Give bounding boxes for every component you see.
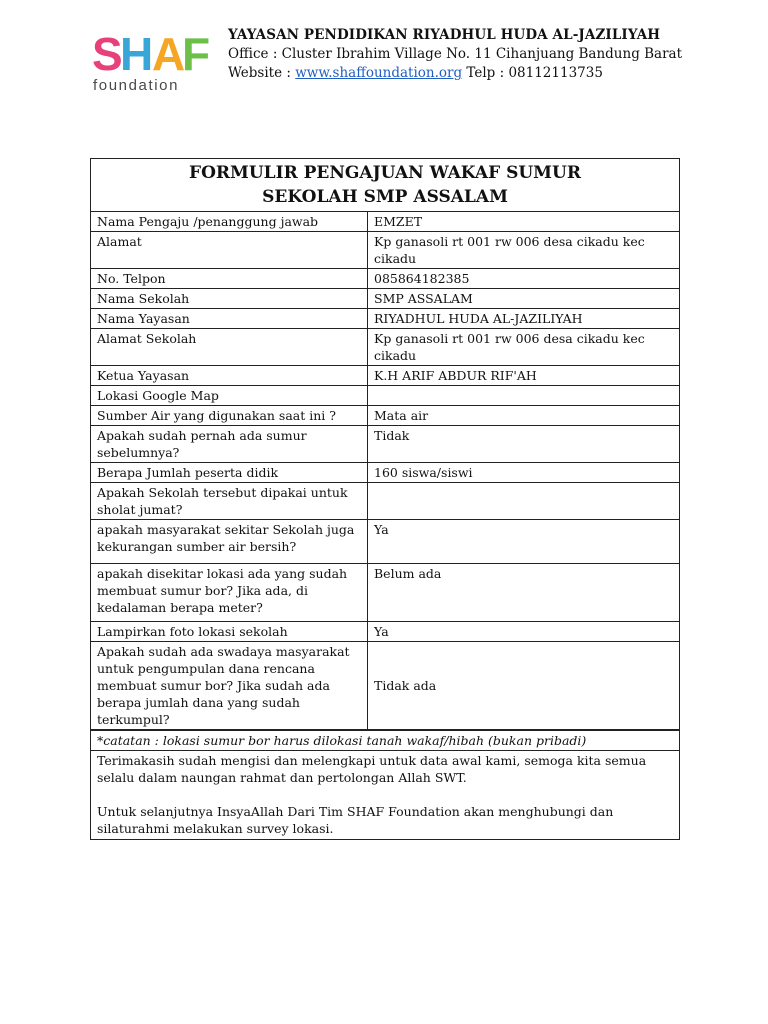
closing-paragraph-2: Untuk selanjutnya InsyaAllah Dari Tim SHAF Foundation akan menghubungi dan silaturahmi melakukan survey lokasi. xyxy=(97,804,614,836)
form-row xyxy=(91,232,679,269)
form-row xyxy=(91,426,679,463)
form-row xyxy=(91,269,679,289)
form-field-label: Apakah sudah ada swadaya masyarakat untuk pengumpulan dana rencana membuat sumur bor? Jika sudah ada berapa jumlah dana yang sudah terkumpul? xyxy=(91,642,368,730)
form-field-label: No. Telpon xyxy=(91,269,368,289)
form-field-label: Apakah sudah pernah ada sumur sebelumnya? xyxy=(91,426,368,463)
form-table xyxy=(91,212,679,730)
svg-text:foundation: foundation xyxy=(93,77,180,92)
form-field-value xyxy=(368,386,680,406)
form-field-value: RIYADHUL HUDA AL-JAZILIYAH xyxy=(368,309,680,329)
form-field-value: Tidak xyxy=(368,426,680,463)
svg-text:A: A xyxy=(152,28,186,80)
contact-line xyxy=(228,64,682,83)
shaf-foundation-logo xyxy=(90,26,215,92)
form-field-label: Lampirkan foto lokasi sekolah xyxy=(91,622,368,642)
form-title-line1: FORMULIR PENGAJUAN WAKAF SUMUR xyxy=(189,163,581,183)
form-field-value: SMP ASSALAM xyxy=(368,289,680,309)
form-row xyxy=(91,366,679,386)
form-row xyxy=(91,289,679,309)
form-row xyxy=(91,386,679,406)
svg-text:S: S xyxy=(92,28,123,80)
form-field-value: Kp ganasoli rt 001 rw 006 desa cikadu kec cikadu xyxy=(368,232,680,269)
form-field-value xyxy=(368,483,680,520)
svg-text:F: F xyxy=(182,28,211,80)
form-row xyxy=(91,309,679,329)
closing-message xyxy=(91,750,679,839)
form-field-value: Mata air xyxy=(368,406,680,426)
form-field-label: Lokasi Google Map xyxy=(91,386,368,406)
form-row xyxy=(91,406,679,426)
form-field-label: apakah masyarakat sekitar Sekolah juga kekurangan sumber air bersih? xyxy=(91,520,368,564)
letterhead-text xyxy=(228,26,682,83)
form-row xyxy=(91,622,679,642)
form-row xyxy=(91,564,679,622)
form-field-value: Kp ganasoli rt 001 rw 006 desa cikadu kec cikadu xyxy=(368,329,680,366)
form-row xyxy=(91,520,679,564)
form-field-value: EMZET xyxy=(368,212,680,232)
form-field-label: Nama Sekolah xyxy=(91,289,368,309)
svg-text:H: H xyxy=(120,28,154,80)
organization-name: YAYASAN PENDIDIKAN RIYADHUL HUDA AL-JAZILIYAH xyxy=(228,27,661,43)
form-field-label: apakah disekitar lokasi ada yang sudah membuat sumur bor? Jika ada, di kedalaman berapa meter? xyxy=(91,564,368,622)
form-field-value: Ya xyxy=(368,622,680,642)
form-note: *catatan : lokasi sumur bor harus dilokasi tanah wakaf/hibah (bukan pribadi) xyxy=(91,730,679,750)
form-field-value: Tidak ada xyxy=(368,642,680,730)
form-field-label: Nama Yayasan xyxy=(91,309,368,329)
wakaf-form xyxy=(90,158,680,840)
form-row xyxy=(91,642,679,730)
form-field-value: K.H ARIF ABDUR RIF'AH xyxy=(368,366,680,386)
form-row xyxy=(91,212,679,232)
form-row xyxy=(91,483,679,520)
form-row xyxy=(91,329,679,366)
form-field-label: Alamat xyxy=(91,232,368,269)
form-title-line2: SEKOLAH SMP ASSALAM xyxy=(262,187,508,207)
closing-paragraph-1: Terimakasih sudah mengisi dan melengkapi untuk data awal kami, semoga kita semua selalu dalam naungan rahmat dan pertolongan Allah SWT. xyxy=(97,753,647,785)
form-field-label: Nama Pengaju /penanggung jawab xyxy=(91,212,368,232)
form-row xyxy=(91,463,679,483)
office-address: Office : Cluster Ibrahim Village No. 11 Cihanjuang Bandung Barat xyxy=(228,46,683,62)
form-field-value: Belum ada xyxy=(368,564,680,622)
form-field-value: 085864182385 xyxy=(368,269,680,289)
form-field-label: Berapa Jumlah peserta didik xyxy=(91,463,368,483)
form-field-label: Sumber Air yang digunakan saat ini ? xyxy=(91,406,368,426)
phone-number: Telp : 08112113735 xyxy=(466,65,603,81)
website-label: Website : xyxy=(228,65,291,81)
form-field-value: Ya xyxy=(368,520,680,564)
form-title xyxy=(91,159,679,212)
form-field-label: Alamat Sekolah xyxy=(91,329,368,366)
form-field-label: Ketua Yayasan xyxy=(91,366,368,386)
letterhead xyxy=(90,22,690,94)
form-field-value: 160 siswa/siswi xyxy=(368,463,680,483)
website-link[interactable]: www.shaffoundation.org xyxy=(295,65,463,81)
form-field-label: Apakah Sekolah tersebut dipakai untuk sholat jumat? xyxy=(91,483,368,520)
